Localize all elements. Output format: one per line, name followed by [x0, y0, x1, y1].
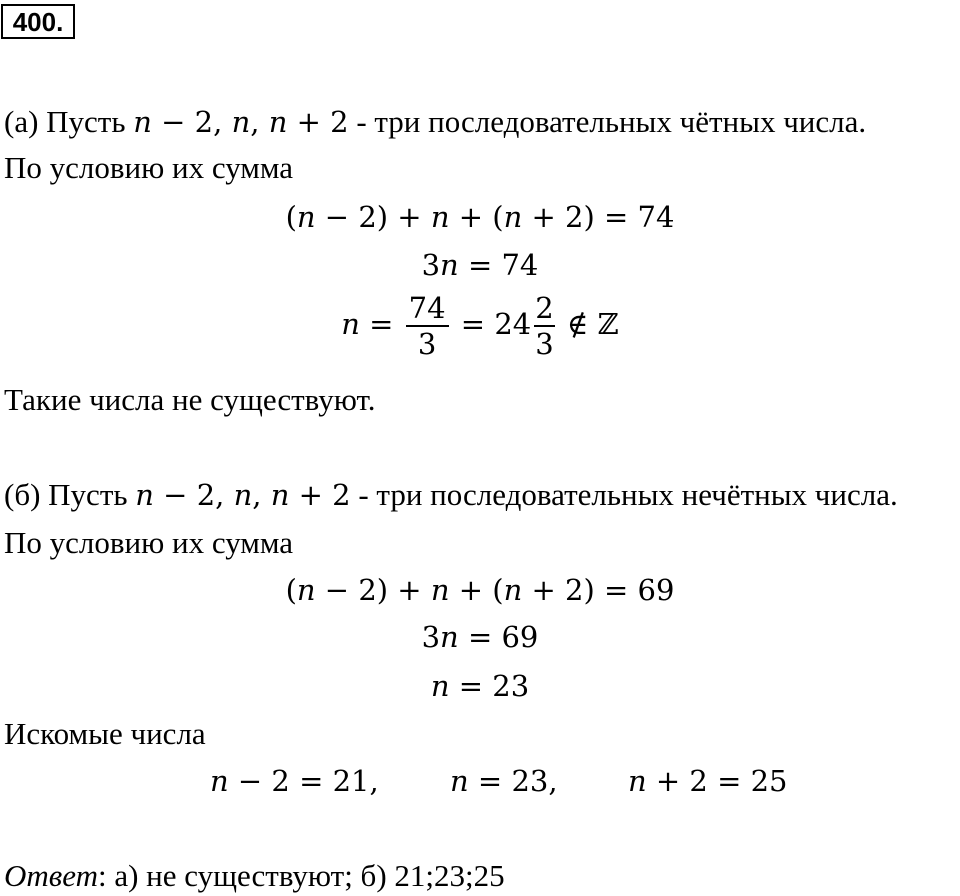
part-a-condition: По условию их сумма: [4, 150, 294, 185]
answer-label: Ответ: [4, 858, 98, 893]
mixed-number-fraction: [534, 291, 554, 361]
mixed-fraction-numerator: 2: [535, 291, 554, 325]
result-value-2: 23: [511, 764, 549, 798]
fraction-numerator: 74: [408, 291, 446, 325]
result-n-plus-2: n + 2 = 25: [628, 764, 788, 798]
part-a-equation-3: n = $\frac{74}{3}$ = 24 $\frac{2}{3}$ ∉ ℤ: [341, 291, 619, 361]
part-a-label: (а) Пусть: [4, 104, 126, 139]
part-b-label: (б) Пусть: [4, 477, 128, 512]
part-a-intro-suffix: - три последовательных чётных числа.: [356, 104, 867, 139]
part-b-eq3-rhs: 23: [492, 669, 530, 703]
part-a-numbers: n − 2, n, n + 2: [133, 105, 349, 139]
part-b-intro-suffix: - три последовательных нечётных числа.: [358, 477, 898, 512]
part-b-condition: По условию их сумма: [4, 525, 294, 560]
part-a-fraction: [406, 291, 449, 361]
answer-text: : а) не существуют; б) 21;23;25: [97, 858, 505, 893]
part-b-numbers: n − 2, n, n + 2: [135, 478, 351, 512]
mixed-number-whole: 24: [494, 307, 532, 341]
result-value-3: 25: [750, 764, 788, 798]
part-a-eq1-rhs: 74: [637, 200, 675, 234]
mixed-fraction-denominator: 3: [535, 327, 554, 361]
part-b-eq2-rhs: 69: [501, 620, 539, 654]
answer-line: [4, 858, 505, 894]
part-b-intro: [4, 477, 898, 513]
fraction-denominator: 3: [406, 325, 449, 361]
part-b-sought: Искомые числа: [4, 716, 206, 751]
result-n-minus-2: n − 2 = 21,: [210, 764, 379, 798]
part-b-eq1-rhs: 69: [637, 573, 675, 607]
part-b-equation-3: n = 23: [430, 669, 530, 703]
part-a-intro: [4, 104, 866, 140]
part-a-conclusion: Такие числа не существуют.: [4, 382, 376, 417]
result-value-1: 21: [332, 764, 370, 798]
problem-number: 400.: [1, 4, 75, 39]
part-b-equation-1: (n − 2) + n + (n + 2) = 69: [285, 573, 675, 607]
result-n: n = 23,: [450, 764, 558, 798]
part-b-equation-2: 3n = 69: [421, 620, 539, 654]
part-a-eq2-rhs: 74: [501, 248, 539, 282]
part-a-equation-2: 3n = 74: [421, 248, 539, 282]
part-a-equation-1: (n − 2) + n + (n + 2) = 74: [285, 200, 675, 234]
